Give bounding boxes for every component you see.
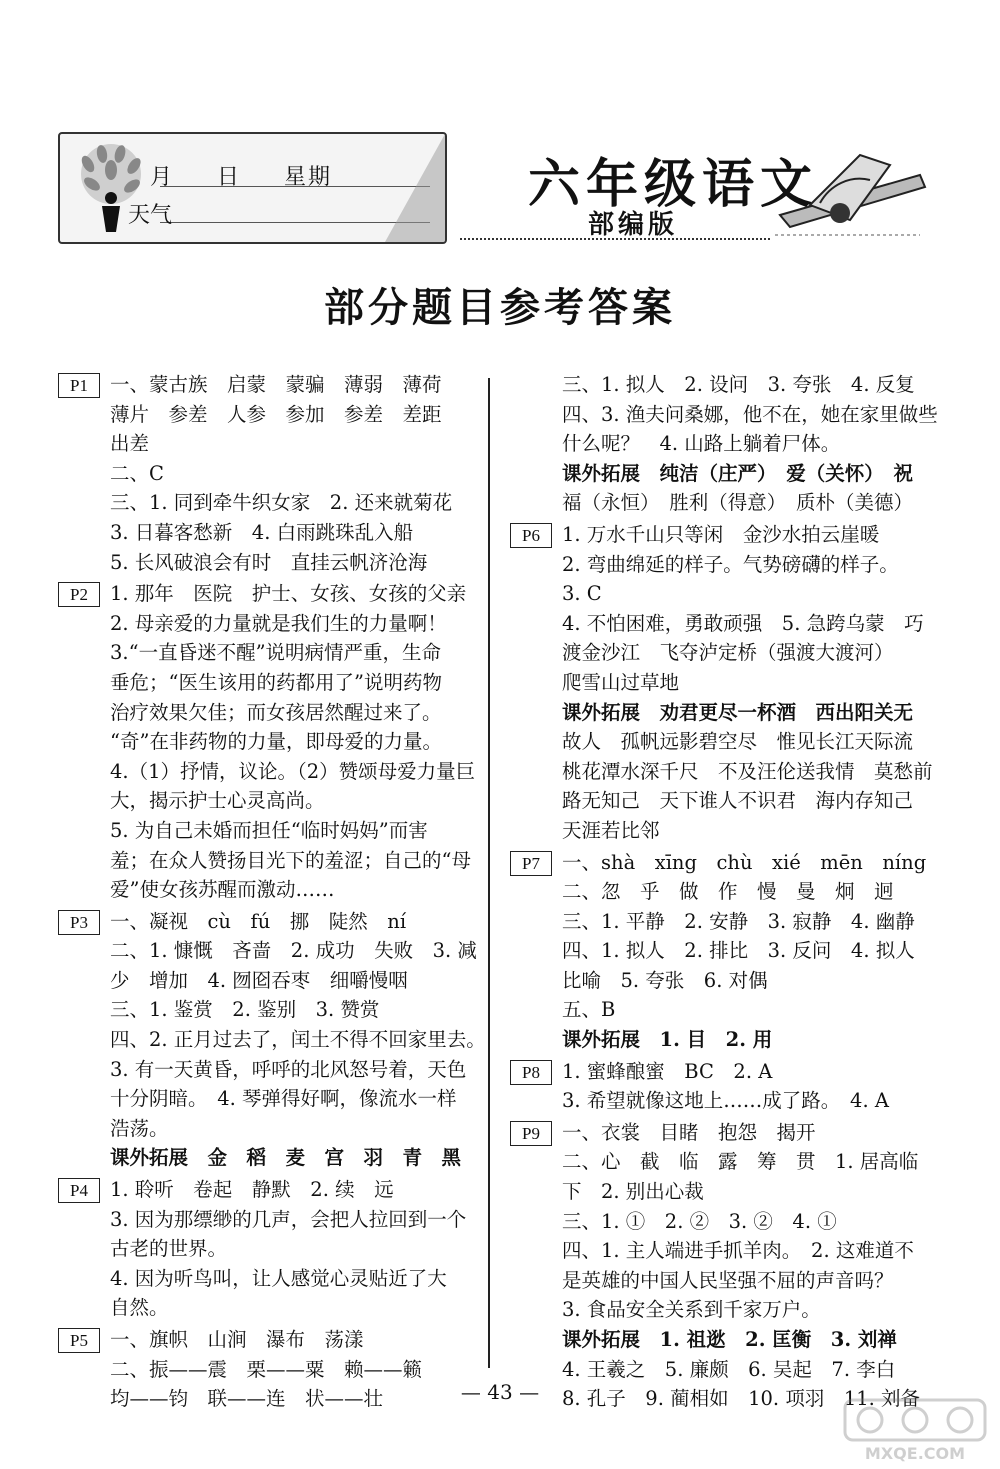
- weather-label: 天气: [128, 203, 173, 228]
- answer-line: 一、蒙古族 启蒙 蒙骗 薄弱 薄荷: [110, 373, 442, 396]
- answer-section-p4: [58, 1175, 498, 1323]
- page-tag: P3: [58, 910, 100, 935]
- answer-line: 三、1. 拟人 2. 设问 3. 夸张 4. 反复: [562, 373, 915, 396]
- watermark-text: MXQE.COM: [864, 1444, 966, 1463]
- answer-line: 下 2. 别出心裁: [562, 1180, 704, 1204]
- answer-line: 三、1. 鉴赏 2. 鉴别 3. 赞赏: [110, 998, 380, 1022]
- answer-line: 五、B: [562, 998, 616, 1022]
- page-tag: P9: [510, 1121, 552, 1146]
- page-tag: P7: [510, 851, 552, 876]
- answer-line: 是英雄的中国人民坚强不屈的声音吗？: [562, 1268, 894, 1292]
- page-tag: P6: [510, 523, 552, 548]
- answer-line: 二、C: [110, 461, 164, 485]
- answer-line: 四、2. 正月过去了，闰土不得不回家里去。: [110, 1028, 486, 1052]
- answer-section-p8: [510, 1057, 950, 1116]
- answer-line: 四、1. 拟人 2. 排比 3. 反问 4. 拟人: [562, 939, 915, 963]
- answer-line: 4. 因为听鸟叫，让人感觉心灵贴近了大: [110, 1266, 447, 1290]
- answer-line: 桃花潭水深千尺 不及汪伦送我情 莫愁前: [562, 759, 933, 783]
- answer-line: 什么呢？ 4. 山路上躺着尸体。: [562, 432, 841, 456]
- book-doodle-icon: [770, 135, 930, 240]
- answer-line: 5. 长风破浪会有时 直挂云帆济沧海: [110, 550, 428, 574]
- answer-line: 出差: [110, 432, 150, 456]
- answer-line: 天涯若比邻: [562, 818, 660, 842]
- answer-line: 3. C: [562, 582, 602, 606]
- left-answer-column: [58, 370, 498, 1414]
- answer-line: 3. 希望就像这地上……成了路。 4. A: [562, 1089, 889, 1113]
- answer-line: 1. 聆听 卷起 静默 2. 续 远: [110, 1178, 394, 1202]
- answer-line: “奇”在非药物的力量，即母爱的力量。: [110, 730, 442, 754]
- answer-line: 二、振——震 栗——粟 赖——籁: [110, 1357, 423, 1381]
- answer-line: 治疗效果欠佳；而女孩居然醒过来了。: [110, 700, 442, 724]
- answer-line: 一、凝视 cù fú 挪 陡然 ní: [110, 909, 407, 933]
- grade-title: 六年级语文: [528, 155, 819, 215]
- answer-line: 一、旗帜 山涧 瀑布 荡漾: [110, 1328, 364, 1351]
- answer-line: 爬雪山过草地: [562, 670, 680, 694]
- answer-line: 四、3. 渔夫问桑娜，他不在，她在家里做些: [562, 402, 938, 426]
- date-month: 月: [150, 165, 175, 190]
- right-answer-column: [510, 370, 950, 1414]
- answer-line: 四、1. 主人端进手抓羊肉。 2. 这难道不: [562, 1239, 914, 1263]
- answer-line: 三、1. 平静 2. 安静 3. 寂静 4. 幽静: [562, 909, 915, 933]
- answer-line: 8. 孔子 9. 蔺相如 10. 项羽 11. 刘备: [562, 1387, 921, 1411]
- page-tag: P1: [58, 373, 100, 398]
- answer-line: 垂危；“医生该用的药都用了”说明药物: [110, 670, 442, 694]
- answer-section-p5-continued: [510, 370, 950, 518]
- answer-section-p6: [510, 520, 950, 846]
- answer-line: 浩荡。: [110, 1116, 169, 1140]
- answer-line: 3. 食品安全关系到千家万户。: [562, 1298, 821, 1322]
- answer-line: 二、心 截 临 露 筹 贯 1. 居高临: [562, 1150, 919, 1174]
- answer-line: 3.“一直昏迷不醒”说明病情严重，生命: [110, 641, 442, 665]
- answer-line: 3. 因为那缥缈的几声，会把人拉回到一个: [110, 1207, 467, 1231]
- answer-line: 羞；在众人赞扬目光下的羞涩；自己的“母: [110, 848, 471, 872]
- answer-section-p7: [510, 848, 950, 1055]
- answer-line: 1. 那年 医院 护士、女孩、女孩的父亲: [110, 582, 467, 606]
- page-tag: P8: [510, 1060, 552, 1085]
- answer-line: 课外拓展 金 稻 麦 宫 羽 青 黑: [110, 1146, 462, 1170]
- date-day: 日: [217, 165, 242, 190]
- page-tag: P4: [58, 1178, 100, 1203]
- answer-line: 自然。: [110, 1296, 169, 1320]
- answer-line: 4.（1）抒情，议论。（2）赞颂母爱力量巨: [110, 759, 476, 783]
- answer-section-p2: [58, 579, 498, 905]
- answer-line: 少 增加 4. 囫囵吞枣 细嚼慢咽: [110, 968, 408, 992]
- answer-line: 二、1. 慷慨 吝啬 2. 成功 失败 3. 减: [110, 939, 477, 963]
- answer-section-p1: [58, 370, 498, 577]
- answer-line: 薄片 参差 人参 参加 参差 差距: [110, 402, 442, 426]
- answer-line: 十分阴暗。 4. 琴弹得好啊，像流水一样: [110, 1087, 457, 1111]
- answer-line: 5. 为自己未婚而担任“临时妈妈”而害: [110, 818, 428, 842]
- answer-line: 均——钧 联——连 状——壮: [110, 1387, 384, 1411]
- answer-line: 1. 万水千山只等闲 金沙水拍云崖暖: [562, 522, 880, 546]
- answer-line: 一、衣裳 目睹 抱怨 揭开: [562, 1120, 816, 1144]
- page-number: — 43 —: [460, 1380, 540, 1404]
- answer-line: 3. 日暮客愁新 4. 白雨跳珠乱入船: [110, 520, 414, 544]
- answer-line: 渡金沙江 飞夺泸定桥（强渡大渡河）: [562, 641, 894, 665]
- answer-line: 课外拓展 劝君更尽一杯酒 西出阳关无: [562, 700, 914, 724]
- answer-section-p3: [58, 907, 498, 1173]
- answer-line: 4. 不怕困难，勇敢顽强 5. 急跨乌蒙 巧: [562, 611, 924, 635]
- header-rule: [460, 238, 770, 240]
- answer-line: 比喻 5. 夸张 6. 对偶: [562, 968, 768, 992]
- answer-line: 课外拓展 1. 目 2. 用: [562, 1028, 773, 1052]
- answer-line: 2. 母亲爱的力量就是我们生的力量啊！: [110, 611, 447, 635]
- page-tag: P5: [58, 1328, 100, 1353]
- corner-shade-decoration: [365, 134, 445, 242]
- answer-line: 3. 有一天黄昏，呼呼的北风怒号着，天色: [110, 1057, 467, 1081]
- edition-label: 部编版: [588, 210, 679, 240]
- answer-line: 古老的世界。: [110, 1237, 228, 1261]
- answer-line: 大，揭示护士心灵高尚。: [110, 789, 325, 813]
- date-weekday: 星期: [284, 165, 333, 190]
- answer-section-p9: [510, 1118, 950, 1414]
- page-tag: P2: [58, 582, 100, 607]
- answer-line: 二、忽 乎 做 作 慢 曼 炯 迥: [562, 880, 894, 904]
- answer-line: 课外拓展 纯洁（庄严） 爱（关怀） 祝: [562, 461, 914, 485]
- answer-line: 路无知己 天下谁人不识君 海内存知己: [562, 789, 914, 813]
- answer-line: 一、shà xīng chù xié mēn níng: [562, 850, 927, 874]
- answer-line: 课外拓展 1. 祖逖 2. 匡衡 3. 刘禅: [562, 1328, 897, 1351]
- watermark-logo-icon: [840, 1395, 990, 1465]
- date-line: [150, 160, 332, 191]
- answer-line: 福（永恒） 胜利（得意） 质朴（美德）: [562, 491, 914, 515]
- answer-line: 4. 王羲之 5. 廉颇 6. 吴起 7. 李白: [562, 1357, 896, 1381]
- answer-line: 2. 弯曲绵延的样子。气势磅礴的样子。: [562, 552, 899, 576]
- answer-line: 爱”使女孩苏醒而激动……: [110, 878, 335, 902]
- answer-line: 三、1. 同到牵牛织女家 2. 还来就菊花: [110, 491, 453, 515]
- answer-line: 三、1. ① 2. ② 3. ② 4. ①: [562, 1209, 837, 1233]
- page-title: 部分题目参考答案: [324, 284, 676, 331]
- answer-line: 故人 孤帆远影碧空尽 惟见长江天际流: [562, 730, 914, 754]
- answer-line: 1. 蜜蜂酿蜜 BC 2. A: [562, 1059, 773, 1083]
